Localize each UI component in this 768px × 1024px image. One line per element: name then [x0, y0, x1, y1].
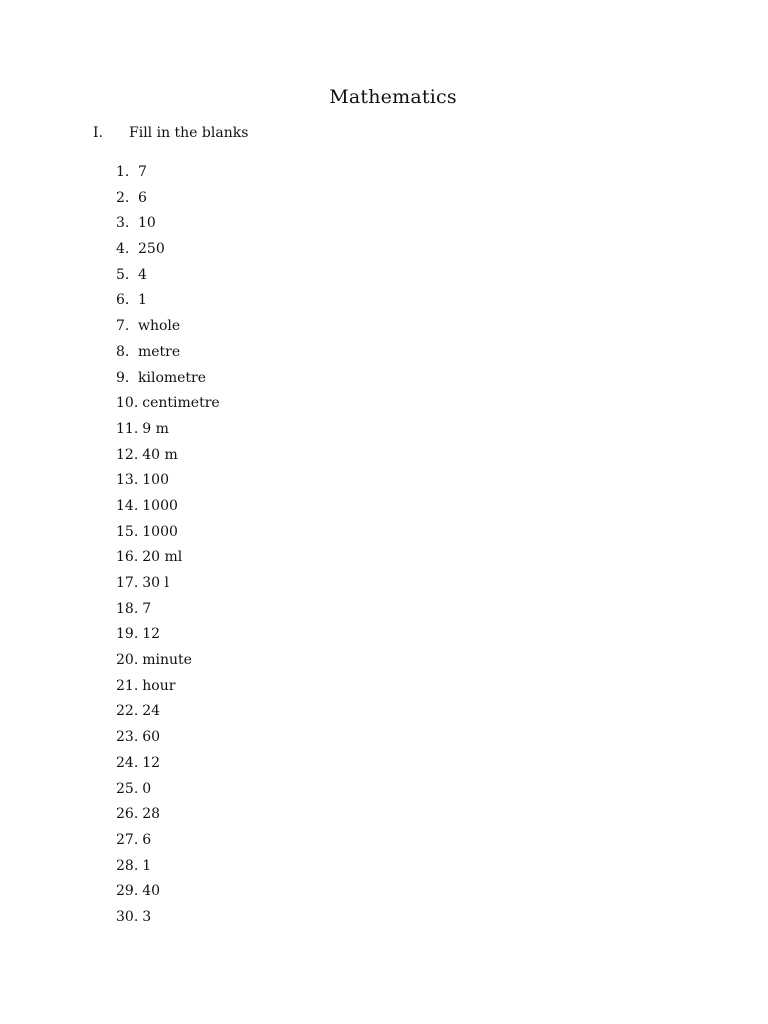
answer-text: 1: [142, 857, 152, 874]
answer-item: [116, 291, 220, 317]
answer-item: [116, 548, 220, 574]
answer-item: [116, 369, 220, 395]
answer-text: 12: [142, 754, 161, 771]
answer-item: [116, 702, 220, 728]
answer-text: 4: [138, 266, 147, 283]
answer-text: 10: [138, 215, 156, 232]
answer-item: [116, 574, 220, 600]
answer-text: 7: [142, 600, 152, 617]
answer-text: 40: [142, 883, 161, 900]
answer-number: 25.: [116, 780, 139, 797]
answer-text: 6: [138, 189, 147, 206]
answer-number: 28.: [116, 857, 139, 874]
answer-text: 3: [142, 908, 152, 925]
answer-text: hour: [142, 677, 176, 694]
answer-text: metre: [138, 343, 181, 360]
answer-number: 14.: [116, 497, 139, 514]
answer-number: 3.: [116, 215, 130, 232]
answer-item: [116, 780, 220, 806]
answer-text: 1000: [142, 523, 178, 540]
answer-item: [116, 189, 220, 215]
answer-item: [116, 240, 220, 266]
answer-text: 30 l: [142, 575, 170, 591]
answer-number: 22.: [116, 703, 139, 720]
answer-item: [116, 677, 220, 703]
answer-number: 26.: [116, 806, 139, 823]
answer-number: 17.: [116, 575, 139, 591]
answer-number: 5.: [116, 266, 130, 283]
answer-text: 9 m: [142, 420, 169, 437]
answer-text: 7: [138, 164, 147, 180]
section-numeral: I.: [93, 125, 103, 141]
answer-item: [116, 908, 220, 934]
answer-text: 24: [142, 703, 161, 720]
answer-item: [116, 600, 220, 626]
answer-number: 8.: [116, 343, 130, 360]
answer-item: [116, 625, 220, 651]
answer-item: [116, 394, 220, 420]
answer-item: [116, 831, 220, 857]
answer-text: 28: [142, 806, 161, 823]
answer-item: [116, 163, 220, 189]
answer-item: [116, 754, 220, 780]
answer-text: kilometre: [138, 369, 207, 386]
answer-text: minute: [142, 652, 192, 669]
section-heading-text: Fill in the blanks: [129, 125, 249, 141]
answer-number: 4.: [116, 241, 130, 258]
answer-item: [116, 805, 220, 831]
answer-text: 1000: [142, 497, 178, 514]
answer-number: 20.: [116, 652, 139, 669]
answer-item: [116, 523, 220, 549]
answer-text: 1: [138, 292, 147, 309]
answer-item: [116, 497, 220, 523]
answer-number: 7.: [116, 318, 130, 335]
answer-number: 27.: [116, 831, 139, 848]
answer-number: 16.: [116, 549, 139, 566]
answer-item: [116, 728, 220, 754]
answer-number: 10.: [116, 395, 139, 412]
answer-number: 9.: [116, 369, 130, 386]
answer-text: 40 m: [142, 446, 178, 463]
answer-item: [116, 882, 220, 908]
answer-number: 12.: [116, 446, 139, 463]
answer-number: 29.: [116, 883, 139, 900]
answer-text: 12: [142, 626, 161, 643]
answer-number: 24.: [116, 754, 139, 771]
answer-text: 6: [142, 831, 152, 848]
answer-text: 0: [142, 780, 152, 797]
answer-list: [116, 163, 220, 934]
answer-number: 18.: [116, 600, 139, 617]
answer-text: 20 ml: [142, 549, 183, 566]
answer-item: [116, 343, 220, 369]
answer-number: 30.: [116, 908, 139, 925]
answer-number: 15.: [116, 523, 139, 540]
answer-number: 1.: [116, 164, 130, 180]
answer-number: 21.: [116, 677, 139, 694]
answer-text: 100: [142, 472, 169, 489]
answer-text: whole: [138, 318, 181, 335]
answer-item: [116, 471, 220, 497]
answer-number: 11.: [116, 420, 139, 437]
answer-text: 60: [142, 729, 161, 746]
answer-number: 23.: [116, 729, 139, 746]
answer-text: centimetre: [142, 395, 220, 412]
answer-number: 13.: [116, 472, 139, 489]
answer-number: 19.: [116, 626, 139, 643]
answer-item: [116, 446, 220, 472]
answer-number: 2.: [116, 189, 130, 206]
answer-number: 6.: [116, 292, 130, 309]
page-title: Mathematics: [329, 86, 457, 108]
section-heading: [93, 125, 248, 141]
answer-item: [116, 266, 220, 292]
answer-item: [116, 214, 220, 240]
answer-item: [116, 317, 220, 343]
answer-text: 250: [138, 241, 165, 258]
answer-item: [116, 420, 220, 446]
answer-item: [116, 651, 220, 677]
answer-item: [116, 857, 220, 883]
